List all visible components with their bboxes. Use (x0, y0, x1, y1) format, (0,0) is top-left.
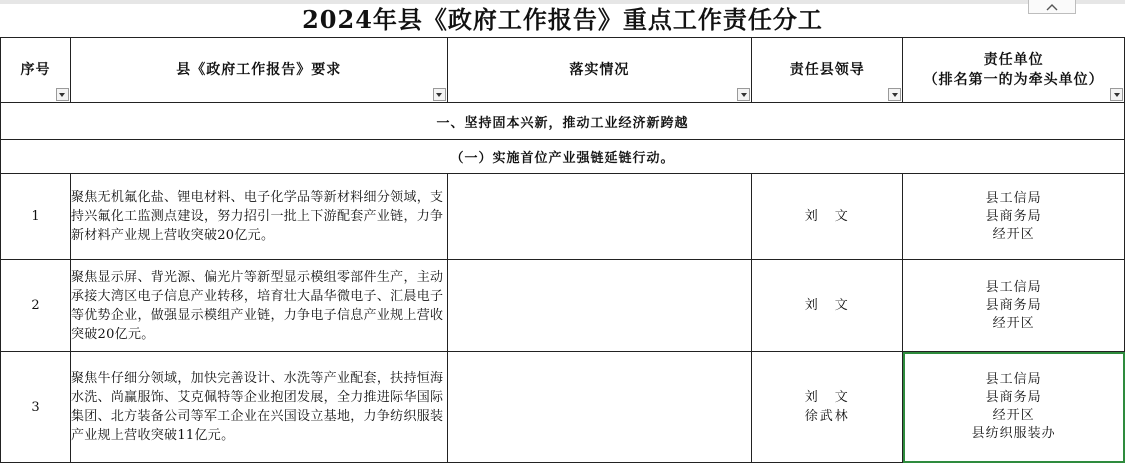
header-label: 序号 (20, 62, 51, 78)
unit-name: 县商务局 (985, 390, 1042, 405)
header-cell-requirement[interactable] (70, 38, 447, 103)
filter-dropdown-icon[interactable] (737, 88, 750, 101)
header-cell-unit[interactable] (903, 38, 1125, 103)
header-label: 县《政府工作报告》要求 (176, 62, 342, 78)
leader-name: 刘 文 (804, 390, 850, 405)
unit-name: 经开区 (992, 315, 1035, 331)
header-cell-leader[interactable] (752, 38, 903, 103)
header-label: 落实情况 (569, 62, 630, 78)
header-label: 责任单位 (983, 52, 1044, 68)
unit-name: 经开区 (992, 226, 1035, 242)
unit-name: 县工信局 (985, 372, 1042, 387)
unit-name: 县商务局 (985, 208, 1042, 224)
implementation-cell[interactable] (447, 174, 752, 260)
table-row (1, 352, 1125, 463)
unit-name: 县纺织服装办 (971, 426, 1056, 441)
requirement-cell[interactable]: 聚焦牛仔细分领域，加快完善设计、水洗等产业配套，扶持恒海水洗、尚赢服饰、艾克佩特等企业抱团发展，全力推进际华国际集团、北方装备公司等军工企业在兴国设立基地，力争纺织服装产业规上营收突破11亿元。 (70, 352, 447, 463)
leader-name: 刘 文 (804, 298, 850, 313)
subsection-heading-cell[interactable]: （一）实施首位产业强链延链行动。 (1, 140, 1125, 174)
row-number-cell[interactable]: 1 (1, 174, 71, 260)
unit-cell[interactable] (903, 174, 1125, 260)
header-cell-num[interactable] (1, 38, 71, 103)
unit-name: 县工信局 (985, 190, 1042, 206)
leader-cell[interactable] (752, 352, 903, 463)
header-label: 责任县领导 (789, 62, 865, 78)
row-number-cell[interactable]: 2 (1, 260, 71, 352)
row-number-cell[interactable]: 3 (1, 352, 71, 463)
unit-name: 县商务局 (985, 297, 1042, 313)
requirement-cell[interactable]: 聚焦无机氟化盐、锂电材料、电子化学品等新材料细分领域，支持兴氟化工监测点建设，努力招引一批上下游配套产业链，力争新材料产业规上营收突破20亿元。 (70, 174, 447, 260)
filter-dropdown-icon[interactable] (888, 88, 901, 101)
filter-dropdown-icon[interactable] (56, 88, 69, 101)
unit-cell[interactable] (903, 260, 1125, 352)
unit-name: 县工信局 (985, 279, 1042, 295)
sheet-title[interactable]: 2024年县《政府工作报告》重点工作责任分工 (302, 5, 823, 34)
filter-dropdown-icon[interactable] (1110, 88, 1123, 101)
leader-cell[interactable] (752, 260, 903, 352)
implementation-cell[interactable] (447, 260, 752, 352)
header-cell-implementation[interactable] (447, 38, 752, 103)
section-heading-cell[interactable]: 一、坚持固本兴新，推动工业经济新跨越 (1, 103, 1125, 140)
table-row (1, 260, 1125, 352)
filter-dropdown-icon[interactable] (433, 88, 446, 101)
unit-name: 经开区 (992, 408, 1035, 423)
leader-cell[interactable] (752, 174, 903, 260)
responsibility-table (0, 37, 1125, 463)
leader-name: 徐武林 (804, 409, 850, 424)
table-row (1, 174, 1125, 260)
requirement-cell[interactable]: 聚焦显示屏、背光源、偏光片等新型显示模组零部件生产，主动承接大湾区电子信息产业转移，培育壮大晶华微电子、汇晨电子等优势企业，做强显示模组产业链，力争电子信息产业规上营收突破20亿元。 (70, 260, 447, 352)
leader-name: 刘 文 (804, 209, 850, 224)
implementation-cell[interactable] (447, 352, 752, 463)
unit-cell-selected[interactable] (903, 352, 1125, 463)
header-sublabel: （排名第一的为牵头单位） (923, 72, 1104, 88)
